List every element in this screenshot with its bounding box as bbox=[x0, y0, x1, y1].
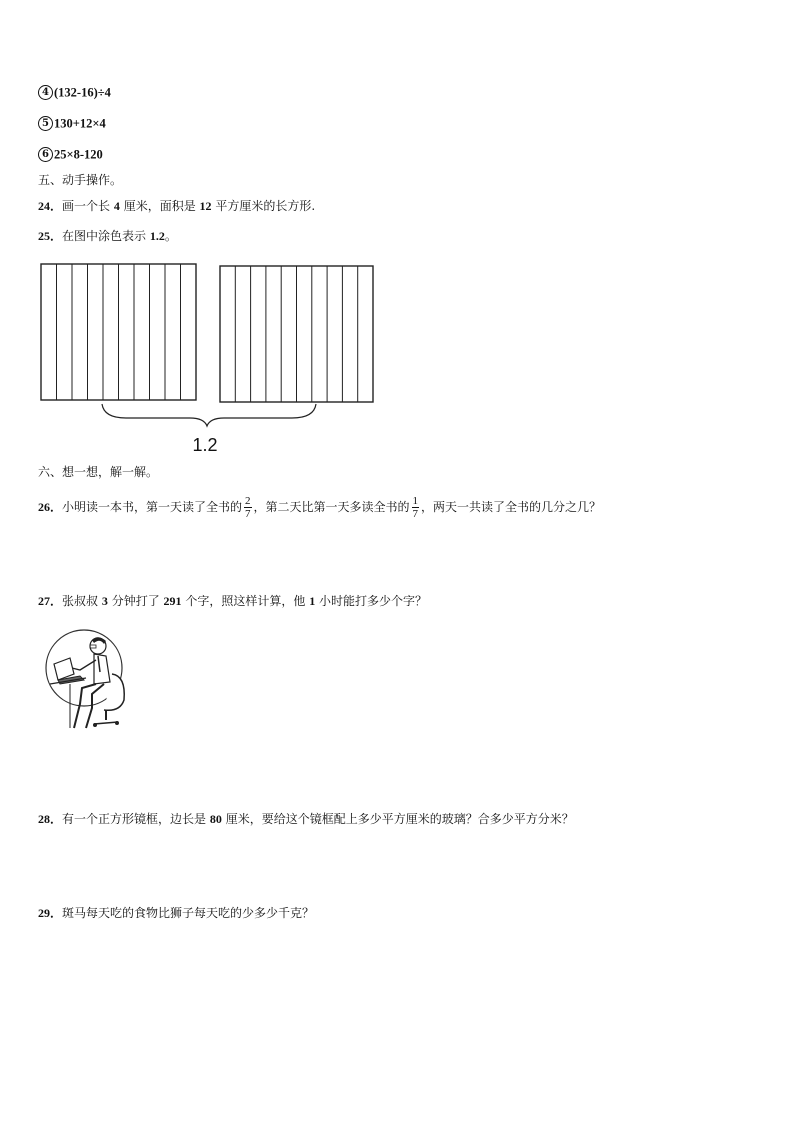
brace bbox=[102, 404, 316, 426]
question-text: ，第二天比第一天多读全书的 bbox=[253, 500, 410, 514]
question-text: 个字，照这样计算，他 bbox=[185, 594, 306, 608]
question-number: 28． bbox=[38, 812, 63, 826]
fraction-1-7 bbox=[412, 495, 420, 520]
strip-figure bbox=[30, 258, 390, 458]
question-text: 张叔叔 bbox=[62, 594, 99, 608]
value: 80 bbox=[209, 812, 222, 826]
question-number: 27． bbox=[38, 594, 63, 608]
numerator: 2 bbox=[245, 495, 251, 507]
section-5-heading: 五、动手操作。 bbox=[38, 173, 123, 187]
question-text: 在图中涂色表示 bbox=[62, 229, 147, 243]
question-text: 有一个正方形镜框，边长是 bbox=[62, 812, 207, 826]
circled-number: 5 bbox=[38, 116, 53, 131]
fraction-2-7 bbox=[244, 495, 252, 520]
calc-item-5 bbox=[38, 115, 106, 132]
calc-item-6 bbox=[38, 146, 103, 163]
square-left[interactable] bbox=[41, 264, 196, 400]
expression: 130+12×4 bbox=[54, 116, 106, 131]
question-26 bbox=[38, 494, 601, 520]
question-text: 厘米，要给这个镜框配上多少平方厘米的玻璃？合多少平方分米？ bbox=[225, 812, 574, 826]
square-right[interactable] bbox=[220, 266, 373, 402]
value: 12 bbox=[199, 199, 212, 213]
question-text: 厘米，面积是 bbox=[123, 199, 196, 213]
question-24 bbox=[38, 198, 315, 214]
expression: 25×8-120 bbox=[54, 147, 103, 162]
numerator: 1 bbox=[412, 495, 419, 507]
expression: (132-16)÷4 bbox=[54, 85, 111, 100]
question-number: 26． bbox=[38, 500, 63, 514]
question-text: 小时能打多少个字？ bbox=[319, 594, 428, 608]
value: 291 bbox=[163, 594, 182, 608]
section-6-heading: 六、想一想，解一解。 bbox=[38, 465, 159, 479]
question-number: 24． bbox=[38, 199, 63, 213]
question-29 bbox=[38, 905, 314, 921]
circled-number: 4 bbox=[38, 85, 53, 100]
value: 1 bbox=[309, 594, 316, 608]
question-25 bbox=[38, 228, 177, 244]
value: 1.2 bbox=[149, 229, 165, 243]
denominator: 7 bbox=[245, 508, 251, 520]
question-28 bbox=[38, 811, 574, 827]
man-typing-at-computer-icon bbox=[40, 624, 130, 734]
question-text: 平方厘米的长方形. bbox=[215, 199, 316, 213]
denominator: 7 bbox=[412, 508, 419, 520]
value: 3 bbox=[101, 594, 108, 608]
question-text: 。 bbox=[164, 229, 177, 243]
question-text: 小明读一本书，第一天读了全书的 bbox=[62, 500, 243, 514]
question-number: 25． bbox=[38, 229, 63, 243]
question-27 bbox=[38, 593, 427, 609]
brace-label: 1.2 bbox=[192, 435, 218, 455]
circled-number: 6 bbox=[38, 147, 53, 162]
question-text: 斑马每天吃的食物比狮子每天吃的少多少千克？ bbox=[62, 906, 315, 920]
value: 4 bbox=[113, 199, 120, 213]
calc-item-4 bbox=[38, 84, 111, 101]
question-text: 画一个长 bbox=[62, 199, 111, 213]
question-text: 分钟打了 bbox=[111, 594, 160, 608]
question-text: ，两天一共读了全书的几分之几？ bbox=[421, 500, 602, 514]
question-number: 29． bbox=[38, 906, 63, 920]
